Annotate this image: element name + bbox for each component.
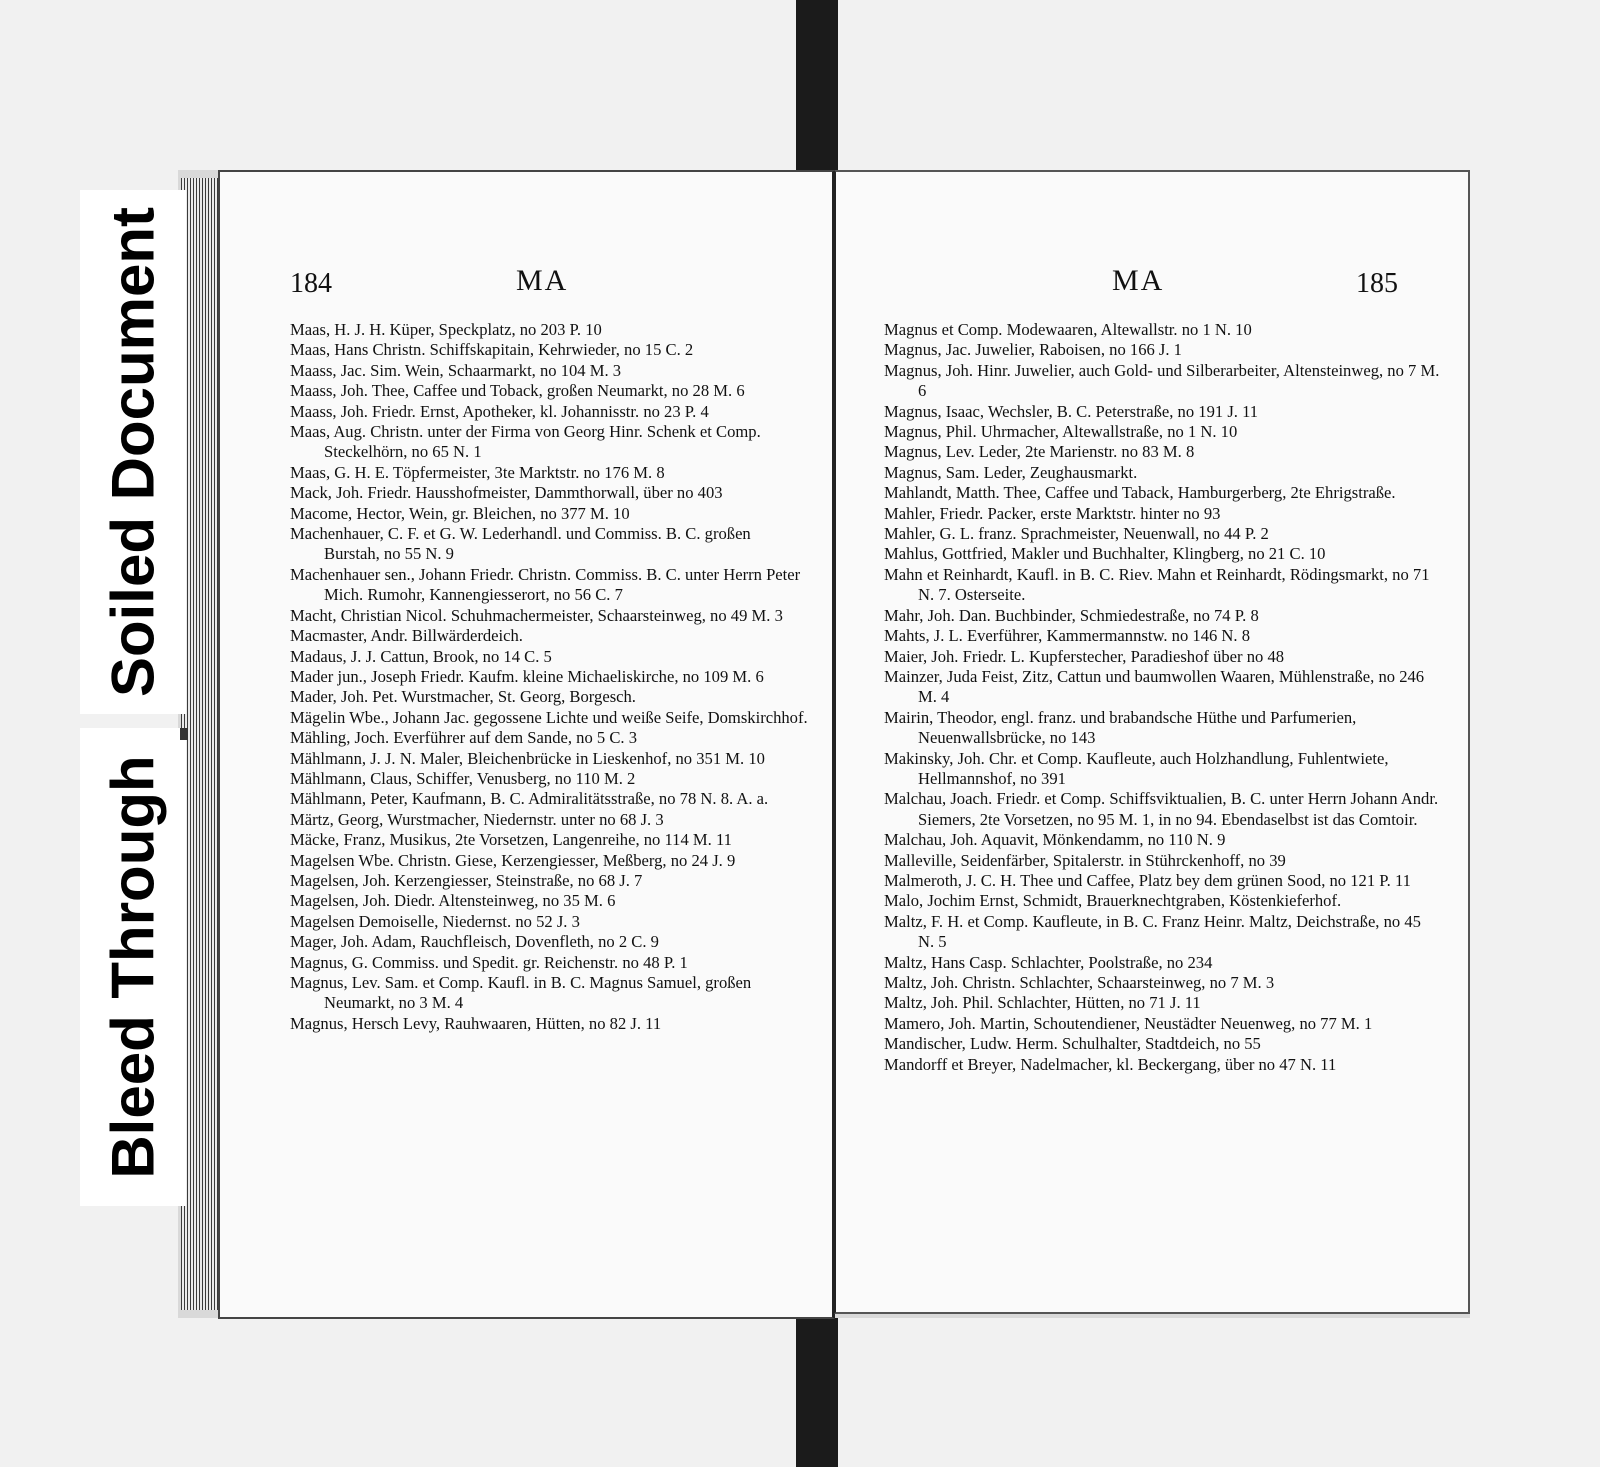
directory-entries bbox=[884, 320, 1440, 1075]
directory-entry: Maas, Hans Christn. Schiffskapitain, Kehrwieder, no 15 C. 2 bbox=[290, 340, 694, 360]
directory-entry: Macht, Christian Nicol. Schuhmachermeister, Schaarsteinweg, no 49 M. 3 bbox=[290, 605, 783, 625]
directory-entry: Maltz, Hans Casp. Schlachter, Poolstraße, no 234 bbox=[884, 952, 1213, 972]
directory-entry: Mager, Joh. Adam, Rauchfleisch, Dovenfleth, no 2 C. 9 bbox=[290, 932, 659, 952]
directory-entry: Maas, G. H. E. Töpfermeister, 3te Marktstr. no 176 M. 8 bbox=[290, 462, 665, 482]
directory-entry: Malo, Jochim Ernst, Schmidt, Brauerknechtgraben, Köstenkieferhof. bbox=[884, 891, 1342, 911]
directory-entry: Mahn et Reinhardt, Kaufl. in B. C. Riev. Mahn et Reinhardt, Rödingsmarkt, no 71 N. 7. Osterseite. bbox=[884, 564, 1430, 605]
bleed-through-text: Bleed Through bbox=[99, 755, 167, 1179]
directory-entry: Machenhauer sen., Johann Friedr. Christn. Commiss. B. C. unter Herrn Peter Mich. Rumohr, Kannengiesserort, no 56 C. 7 bbox=[290, 564, 801, 605]
directory-entry: Mählmann, Claus, Schiffer, Venusberg, no 110 M. 2 bbox=[290, 768, 636, 788]
directory-entry: Mader, Joh. Pet. Wurstmacher, St. Georg, Borgesch. bbox=[290, 687, 636, 707]
directory-entry: Makinsky, Joh. Chr. et Comp. Kaufleute, auch Holzhandlung, Fuhlentwiete, Hellmannshof, no 391 bbox=[884, 748, 1389, 788]
directory-entry: Mahr, Joh. Dan. Buchbinder, Schmiedestraße, no 74 P. 8 bbox=[884, 605, 1259, 625]
page-marker bbox=[180, 728, 188, 740]
directory-entry: Mäcke, Franz, Musikus, 2te Vorsetzen, Langenreihe, no 114 M. 11 bbox=[290, 830, 732, 850]
directory-entry: Magnus, Lev. Sam. et Comp. Kaufl. in B. C. Magnus Samuel, großen Neumarkt, no 3 M. 4 bbox=[290, 973, 752, 1013]
directory-entry: Maier, Joh. Friedr. L. Kupferstecher, Paradieshof über no 48 bbox=[884, 646, 1285, 666]
directory-entry: Maas, H. J. H. Küper, Speckplatz, no 203 P. 10 bbox=[290, 320, 602, 339]
page-number: 184 bbox=[290, 268, 332, 299]
directory-entry: Mägelin Wbe., Johann Jac. gegossene Lichte und weiße Seife, Domskirchhof. bbox=[290, 707, 808, 727]
directory-entry: Mahler, Friedr. Packer, erste Marktstr. hinter no 93 bbox=[884, 503, 1221, 523]
page-edges bbox=[181, 178, 221, 1310]
directory-entry: Mahts, J. L. Everführer, Kammermannstw. no 146 N. 8 bbox=[884, 626, 1251, 646]
directory-entry: Magnus, Sam. Leder, Zeughausmarkt. bbox=[884, 462, 1138, 482]
directory-entry: Maass, Jac. Sim. Wein, Schaarmarkt, no 104 M. 3 bbox=[290, 360, 622, 380]
directory-entry: Macmaster, Andr. Billwärderdeich. bbox=[290, 626, 523, 646]
binding-strip-top bbox=[796, 0, 838, 186]
directory-entry: Malleville, Seidenfärber, Spitalerstr. in Stührckenhoff, no 39 bbox=[884, 850, 1286, 870]
directory-entry: Mandischer, Ludw. Herm. Schulhalter, Stadtdeich, no 55 bbox=[884, 1034, 1261, 1054]
directory-entry: Mahlus, Gottfried, Makler und Buchhalter, Klingberg, no 21 C. 10 bbox=[884, 544, 1326, 564]
directory-entry: Maltz, Joh. Christn. Schlachter, Schaarsteinweg, no 7 M. 3 bbox=[884, 973, 1275, 992]
directory-entry: Maas, Aug. Christn. unter der Firma von Georg Hinr. Schenk et Comp. Steckelhörn, no 65 N. 1 bbox=[290, 422, 761, 462]
directory-entry: Mairin, Theodor, engl. franz. und brabandsche Hüthe und Parfumerien, Neuenwallsbrücke, no 143 bbox=[884, 707, 1357, 748]
page-number: 185 bbox=[1356, 268, 1398, 299]
directory-entry: Magnus, G. Commiss. und Spedit. gr. Reichenstr. no 48 P. 1 bbox=[290, 952, 688, 972]
soiled-document-text: Soiled Document bbox=[99, 206, 167, 698]
directory-entry: Magnus, Joh. Hinr. Juwelier, auch Gold- und Silberarbeiter, Altensteinweg, no 7 M. 6 bbox=[884, 360, 1440, 401]
directory-entry: Mählmann, J. J. N. Maler, Bleichenbrücke in Lieskenhof, no 351 M. 10 bbox=[290, 748, 765, 768]
directory-entry: Mack, Joh. Friedr. Hausshofmeister, Dammthorwall, über no 403 bbox=[290, 483, 723, 503]
directory-entry: Malchau, Joh. Aquavit, Mönkendamm, no 110 N. 9 bbox=[884, 830, 1226, 850]
soiled-document-label bbox=[80, 190, 186, 714]
directory-entry: Mader jun., Joseph Friedr. Kaufm. kleine Michaeliskirche, no 109 M. 6 bbox=[290, 666, 764, 686]
bleed-through-label bbox=[80, 728, 186, 1206]
directory-entry: Maltz, F. H. et Comp. Kaufleute, in B. C. Franz Heinr. Maltz, Deichstraße, no 45 N. 5 bbox=[884, 911, 1421, 952]
directory-entry: Macome, Hector, Wein, gr. Bleichen, no 377 M. 10 bbox=[290, 503, 630, 523]
running-head: MA bbox=[1112, 264, 1165, 297]
directory-entry: Mahler, G. L. franz. Sprachmeister, Neuenwall, no 44 P. 2 bbox=[884, 524, 1269, 544]
directory-entry: Magnus, Isaac, Wechsler, B. C. Peterstraße, no 191 J. 11 bbox=[884, 401, 1259, 421]
directory-entry: Magelsen Demoiselle, Niedernst. no 52 J. 3 bbox=[290, 911, 580, 931]
directory-entry: Magelsen, Joh. Diedr. Altensteinweg, no 35 M. 6 bbox=[290, 891, 616, 911]
directory-entries bbox=[290, 320, 810, 1034]
directory-entry: Märtz, Georg, Wurstmacher, Niedernstr. unter no 68 J. 3 bbox=[290, 809, 664, 829]
directory-entry: Maass, Joh. Thee, Caffee und Toback, großen Neumarkt, no 28 M. 6 bbox=[290, 381, 745, 401]
directory-entry: Maltz, Joh. Phil. Schlachter, Hütten, no 71 J. 11 bbox=[884, 993, 1201, 1013]
left-page bbox=[218, 170, 835, 1319]
directory-entry: Mähling, Joch. Everführer auf dem Sande, no 5 C. 3 bbox=[290, 728, 638, 748]
directory-entry: Magnus, Hersch Levy, Rauhwaaren, Hütten, no 82 J. 11 bbox=[290, 1013, 662, 1033]
directory-entry: Machenhauer, C. F. et G. W. Lederhandl. und Commiss. B. C. großen Burstah, no 55 N. 9 bbox=[290, 524, 751, 564]
directory-entry: Magnus et Comp. Modewaaren, Altewallstr. no 1 N. 10 bbox=[884, 320, 1252, 339]
directory-entry: Magelsen, Joh. Kerzengiesser, Steinstraße, no 68 J. 7 bbox=[290, 870, 643, 890]
directory-entry: Magnus, Jac. Juwelier, Raboisen, no 166 J. 1 bbox=[884, 340, 1182, 360]
directory-entry: Maass, Joh. Friedr. Ernst, Apotheker, kl. Johannisstr. no 23 P. 4 bbox=[290, 401, 709, 421]
directory-entry: Mamero, Joh. Martin, Schoutendiener, Neustädter Neuenweg, no 77 M. 1 bbox=[884, 1013, 1373, 1033]
directory-entry: Mählmann, Peter, Kaufmann, B. C. Admiralitätsstraße, no 78 N. 8. A. a. bbox=[290, 789, 769, 809]
binding-strip-bottom bbox=[796, 1306, 838, 1467]
right-page bbox=[834, 170, 1470, 1314]
directory-entry: Malmeroth, J. C. H. Thee und Caffee, Platz bey dem grünen Sood, no 121 P. 11 bbox=[884, 870, 1411, 890]
directory-entry: Mahlandt, Matth. Thee, Caffee und Taback, Hamburgerberg, 2te Ehrigstraße. bbox=[884, 483, 1396, 503]
directory-entry: Mainzer, Juda Feist, Zitz, Cattun und baumwollen Waaren, Mühlenstraße, no 246 M. 4 bbox=[884, 666, 1425, 707]
directory-entry: Malchau, Joach. Friedr. et Comp. Schiffsviktualien, B. C. unter Herrn Johann Andr. Siemers, 2te Vorsetzen, no 95 M. 1, in no 94. Ebendaselbst ist das Comtoir. bbox=[884, 789, 1439, 829]
directory-entry: Madaus, J. J. Cattun, Brook, no 14 C. 5 bbox=[290, 646, 552, 666]
directory-entry: Mandorff et Breyer, Nadelmacher, kl. Beckergang, über no 47 N. 11 bbox=[884, 1054, 1337, 1074]
directory-entry: Magelsen Wbe. Christn. Giese, Kerzengiesser, Meßberg, no 24 J. 9 bbox=[290, 850, 736, 870]
running-head: MA bbox=[516, 264, 569, 297]
directory-entry: Magnus, Phil. Uhrmacher, Altewallstraße, no 1 N. 10 bbox=[884, 422, 1238, 442]
directory-entry: Magnus, Lev. Leder, 2te Marienstr. no 83 M. 8 bbox=[884, 442, 1195, 462]
